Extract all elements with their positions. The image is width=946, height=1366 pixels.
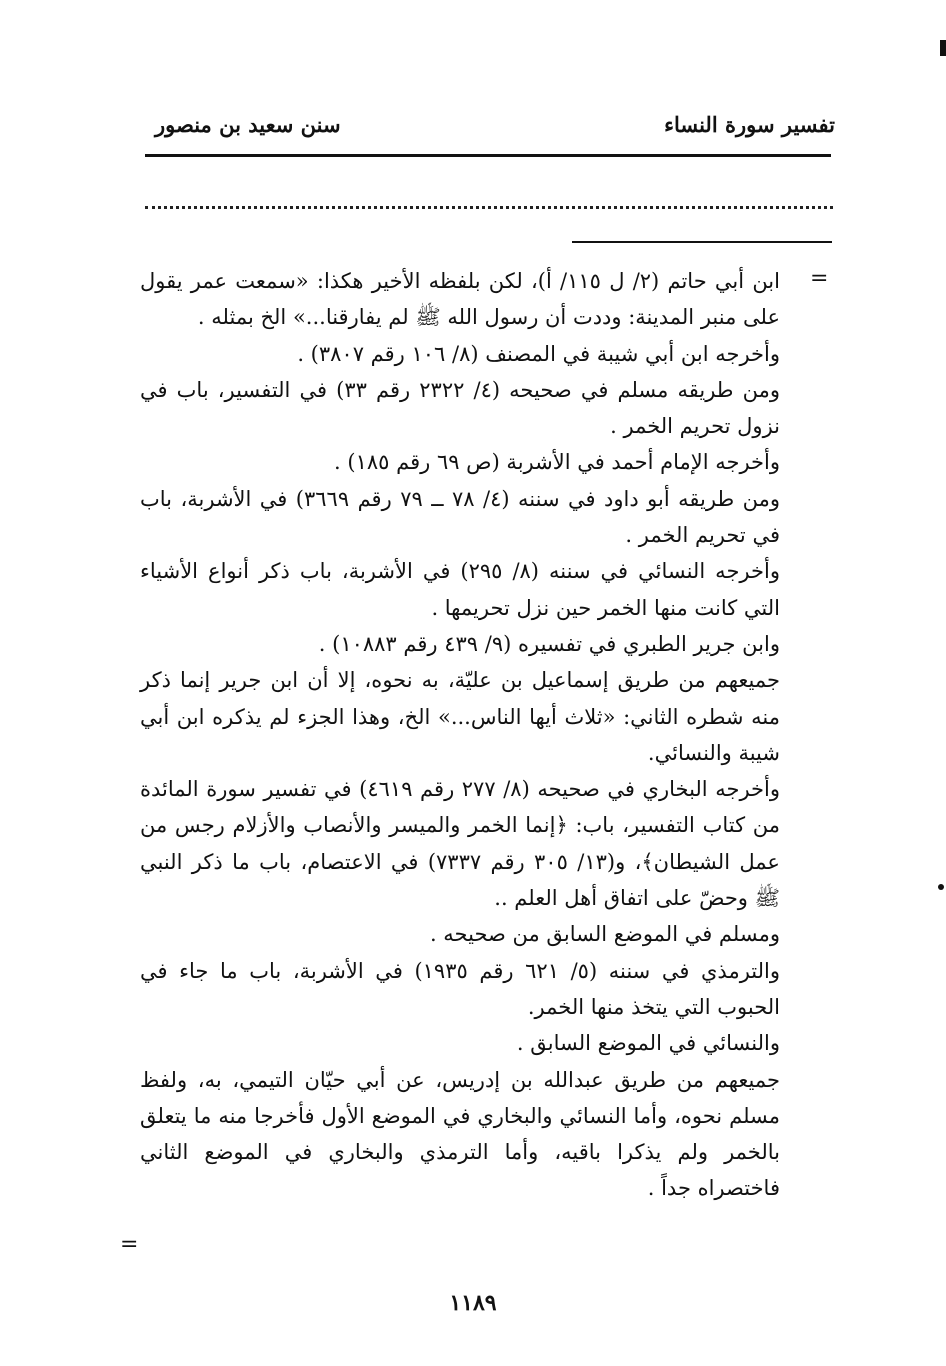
footnote-paragraph: والترمذي في سننه (٥/ ٦٢١ رقم ١٩٣٥) في الأشربة، باب ما جاء في الحبوب التي يتخذ منها الخمر. — [140, 958, 780, 1019]
footnote-paragraph: ومسلم في الموضع السابق من صحيحه . — [429, 922, 780, 947]
continuation-mark: = — [810, 266, 829, 291]
header-rule — [145, 154, 831, 157]
footnote-body — [140, 263, 780, 1207]
footnote-paragraph: جميعهم من طريق إسماعيل بن عليّة، به نحوه، إلا أن ابن جرير إنما ذكر منه شطره الثاني: «ثلاث أيها الناس...» الخ، وهذا الجزء لم يذكره ابن أبي شيبة والنسائي. — [140, 668, 780, 765]
end-continuation-mark: = — [120, 1232, 139, 1257]
footnote-paragraph: وأخرجه النسائي في سننه (٨/ ٢٩٥) في الأشربة، باب ذكر أنواع الأشياء التي كانت منها الخمر حين نزل تحريمها . — [140, 559, 780, 620]
running-header — [145, 112, 835, 152]
footnote-separator — [572, 241, 832, 243]
footnote-paragraph: ابن أبي حاتم (٢/ ل ١١٥/ أ)، لكن بلفظه الأخير هكذا: «سمعت عمر يقول على منبر المدينة: وددت أن رسول الله ﷺ لم يفارقنا...» الخ بمثله . — [140, 269, 780, 330]
footnote-paragraph: جميعهم من طريق عبدالله بن إدريس، عن أبي حيّان التيمي، به، ولفظ مسلم نحوه، وأما النسائي والبخاري في الموضع الأول فأخرجا منه ما يتعلق بالخمر ولم يذكرا باقيه، وأما الترمذي والبخاري في الموضع الثاني فاختصراه جداً . — [140, 1067, 780, 1201]
footnote-paragraph: وأخرجه الإمام أحمد في الأشربة (ص ٦٩ رقم ١٨٥) . — [334, 450, 780, 475]
footnote-paragraph: ومن طريقه مسلم في صحيحه (٤/ ٢٣٢٢ رقم ٣٣) في التفسير، باب في نزول تحريم الخمر . — [140, 377, 780, 439]
footnote-paragraph: والنسائي في الموضع السابق . — [516, 1031, 780, 1056]
scan-edge-dot — [938, 884, 944, 890]
header-book-title: سنن سعيد بن منصور — [155, 112, 341, 137]
footnote-paragraph: وأخرجه ابن أبي شيبة في المصنف (٨/ ١٠٦ رقم ٣٨٠٧) . — [297, 341, 780, 366]
scan-edge-mark — [940, 40, 946, 56]
dotted-divider — [145, 206, 833, 209]
page-number: ١١٨٩ — [449, 1290, 497, 1316]
header-surah-title: تفسير سورة النساء — [664, 112, 835, 137]
footnote-paragraph: وأخرجه البخاري في صحيحه (٨/ ٢٧٧ رقم ٤٦١٩) في تفسير سورة المائدة من كتاب التفسير، باب: ﴿إنما الخمر والميسر والأنصاب والأزلام رجس من عمل الشيطان﴾، و(١٣/ ٣٠٥ رقم ٧٣٣٧) في الاعتصام، باب ما ذكر النبي ﷺ وحضّ على اتفاق أهل العلم .. — [140, 777, 780, 911]
footnote-paragraph: وابن جرير الطبري في تفسيره (٩/ ٤٣٩ رقم ١٠٨٨٣) . — [318, 631, 780, 656]
footnote-paragraph: ومن طريقه أبو داود في سننه (٤/ ٧٨ ــ ٧٩ رقم ٣٦٦٩) في الأشربة، باب في تحريم الخمر . — [140, 486, 780, 548]
